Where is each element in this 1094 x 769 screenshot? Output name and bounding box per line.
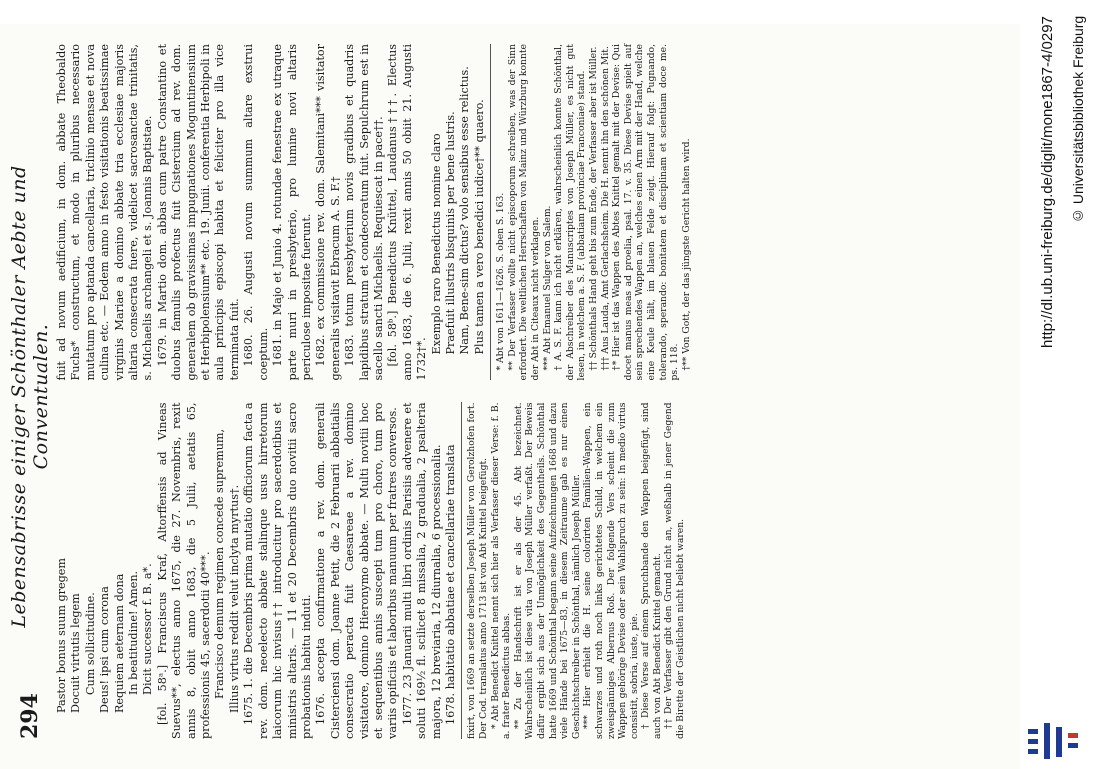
verse-line: Requiem aeternam dona — [112, 573, 126, 713]
footnote: †** Von Gott, der das jüngste Gericht halten wird. — [680, 138, 692, 371]
verse-line: Docuit virtutis legem — [69, 593, 83, 713]
footnote-divider — [490, 44, 491, 381]
footnote: ††† Aus Lauda, Amt Gerlachsheim. Die H. nennt ihn den schönen Mit. — [599, 46, 611, 371]
page-number: 294 — [17, 693, 43, 739]
body-paragraph: 1682. ex commissione rev. dom. Salemitani*** visitator generalis visitavit Ebracum A. S. F.† — [314, 44, 342, 381]
library-logo-icon — [1024, 719, 1082, 761]
body-paragraph: 1677. 23 Januarii multi libri ordinis Parisiis advenere et soluti 169½ fl. scilicet 8 missalia, 2 gradualia, 2 psalteria majora, 12 breviaria, 12 diurnalia, 6 processionalia. — [400, 402, 443, 739]
body-paragraph: 1680. 26. Augusti novum summum altare exstrui coeptum. — [242, 44, 270, 381]
footnotes-left — [466, 403, 686, 740]
footnote: † Diese Verse auf einem Spruchbande den Wappen beigefügt, sind auch von Abt Benedict Knittel gemacht. — [640, 402, 663, 739]
right-column — [55, 44, 1012, 381]
left-column — [55, 403, 1012, 740]
scanned-page — [0, 24, 1020, 769]
verse-line: Cum sollicitudine. — [83, 592, 97, 695]
body-paragraph: 1678. habitatio abbatiae et cancellariae translata — [443, 444, 457, 725]
verse-line: Plus tamen a vero benedici iudice†** quaero. — [472, 99, 486, 355]
epitaph-verse-right — [430, 44, 488, 381]
body-paragraph: Francisco demum regimen concede supremum, Illius virtus reddit velut inclyta myrtus†. — [213, 428, 241, 713]
footnote-divider — [461, 403, 462, 740]
verse-line: Deus! ipsi cum corona — [98, 586, 112, 713]
epitaph-verse-left — [55, 403, 156, 740]
body-paragraph: 1676. accepta confirmatione a rev. dom. generali Cisterciensi dom. Joanne Petit, die 2 Februarii abbatialis consecratio peracta fuit Caesareae a rev. domino visitatore, domino Hieronymo abbate. — Multi novitii hoc et sequentibus annis suscepti tum pro choro, tum pro variis opificiis et laboribus manuum per fratres conversos. — [314, 402, 400, 739]
body-paragraph: 1681. in Majo et Junio 4. rotundae fenestrae ex utraque parte muri in presbyterio, pro lumine novi altaris periculose impositae fuerunt. — [271, 44, 313, 381]
body-paragraph: [fol. 58ᵃ.] Franciscus Kraf, Altorffensis ad Vineas Suevus**, electus anno 1675, die 27. Novembris, rexit annis 8, obiit anno 1683, die 5 Julii, aetatis 65, professionis 45, sacerdotii 40***. — [155, 402, 213, 739]
verse-line: Praefuit illustris bisquinis per bene lustris. — [443, 111, 457, 355]
footnote: *** Hier erhielt die H. seine colorirten Familien-Wappen, ein schwarzes und roth noch links gerichtetes Schild, in welchem ein zweispänniges Albernus Roß. Der folgende Vers scheint die zum Wappen gehörige Devise oder sein Wahlspruch zu sein: In medio virtus consistit, sobria, iuste, pie. — [582, 402, 640, 739]
source-url-link[interactable]: http://dl.ub.uni-freiburg.de/diglit/mone1867-4/0297 — [1039, 16, 1056, 348]
footnote: *** Abt Emanuel Sulger von Salem. — [541, 205, 553, 371]
verse-line: Dicit successor f. B. a*. — [141, 563, 155, 695]
body-paragraph: fuit ad novum aedificium, in dom. abbate Theobaldo Fuchs* constructum, et modo in pluribus necessario mutatum pro aptanda cancellaria, triclinio mensae et nova culina etc. — Eodem anno in festo visitationis beatissimae virginis Mariae a domino abbate tria ecclesiae majoris altaria consecrata fuere, videlicet sacrosanctae trinitatis, s. Michaelis archangeli et s. Joannis Baptistae. — [55, 44, 155, 381]
running-head: Lebensabrisse einiger Schönthaler Aebte und Conventualen. — [8, 165, 52, 628]
verse-line: Nam, Bene-sim dictus? volo sensibus esse relictus. — [458, 66, 472, 355]
body-paragraph: 1683. totum presbyterium novis gradibus et quadris lapidibus stratum et condecoratum fuit. Sepulchrum est in sacello sancti Michaelis. Requiescat in pace††. — [343, 44, 385, 381]
body-paragraph: [fol. 58ᵇ.] Benedictus Knüttel, Laudanus†††. Electus anno 1683, die 6. Julii, rexit annis 50 obiit 21. Augusti 1732†*. — [386, 44, 429, 381]
footnote: †† Der Verfasser gibt den Grund nicht an, weßhalb in jener Gegend die Birette der Geistlichen nicht beliebt waren. — [663, 402, 687, 739]
body-paragraph: 1675. 1. die Decembris prima mutatio officiorum facta a rev. dom. neoelecto abbate stalinque usus hirretorum laicorum hic invisus†† introducitur pro sacerdotibus et ministris altaris. — 11 et 20 Decembris duo novitii sacro probationis habitu induti. — [242, 402, 313, 739]
footnote: fixirt, von 1669 an setzte derselben Joseph Müller von Gerolzhofen fort. Der Cod. translatus anno 1713 ist von Abt Knittel beigefügt. — [466, 402, 489, 739]
footnote: * Abt von 1611—1626. S. oben S. 163. — [495, 192, 507, 371]
verse-line: Exemplo raro Benedictus nomine claro — [429, 133, 443, 355]
footnote: †† Schönthals Hand geht bis zum Ende, der Verfasser aber ist Müller. — [587, 46, 599, 371]
footnote: * Abt Benedict Knittel nennt sich hier als Verfasser dieser Verse: f. B. a. frater Benedictus abbas. — [489, 402, 513, 739]
verse-line: In beatitudine! Amen. — [127, 570, 141, 695]
page-header — [10, 54, 50, 739]
body-paragraph: 1679. in Martio dom. abbas cum patre Constantino et duobus famulis profectus fuit Cistercium ad rev. dom. generalem ob gravissimas impugnationes Moguntinensium et Herbipolensium** etc. 19. Junii. conferentia Herbipoli in aula principis episcopi habita et feliciter pro illa vice terminata fuit. — [155, 44, 241, 381]
library-credit: © Universitätsbibliothek Freiburg — [1070, 16, 1086, 225]
footnote: † A. S. F. kann ich nicht erklären, wahrscheinlich konnte Schönthal, der Abschreiber des Manuscriptes von Joseph Müller, es nicht gut lesen, in welchem a. S. F. (abbatiam provinciae Franconiae) stand. — [553, 44, 588, 381]
footnote: ** Der Verfasser wollte nicht episcoporum schreiben, was der Sinn erfordert. Die weltlichen Herrschaften von Mainz und Würzburg konnte der Abt in Citeaux nicht verklagen. — [506, 44, 541, 381]
footnote: ** Zu der Handschrift ist er als der 45. Abt bezeichnet. Wahrscheinlich ist diese vita von Joseph Müller verfaßt. Der Beweis dafür ergibt sich aus der Unmöglichkeit des Gegentheils. Schönthal hatte 1669 und Schönthal begann seine Aufzeichnungen 1668 und dazu viele Hände bei 1675—83, in diesem Zeitraume gab es nur einen Geschichtschreiber in Schönthal, nämlich Joseph Müller. — [512, 402, 582, 739]
footnotes-right — [495, 44, 692, 381]
footnote: †* Hier ist das Wappen des Abtes Knittel gemalt mit der Devise: Qui docet manus meas ad proelia, psal. 17. v. 35. Diese Devise spielt auf sein sprechendes Wappen an, welches einen Arm mit der Hand, welche eine Keule hält, im blauen Felde zeigt. Hierauf folgt: Pugnando, tolerando, sperando: bonitatem et disciplinam et scientiam doce me. ps. 118. — [611, 44, 681, 381]
verse-line: Pastor bonus suum gregem — [55, 557, 68, 713]
